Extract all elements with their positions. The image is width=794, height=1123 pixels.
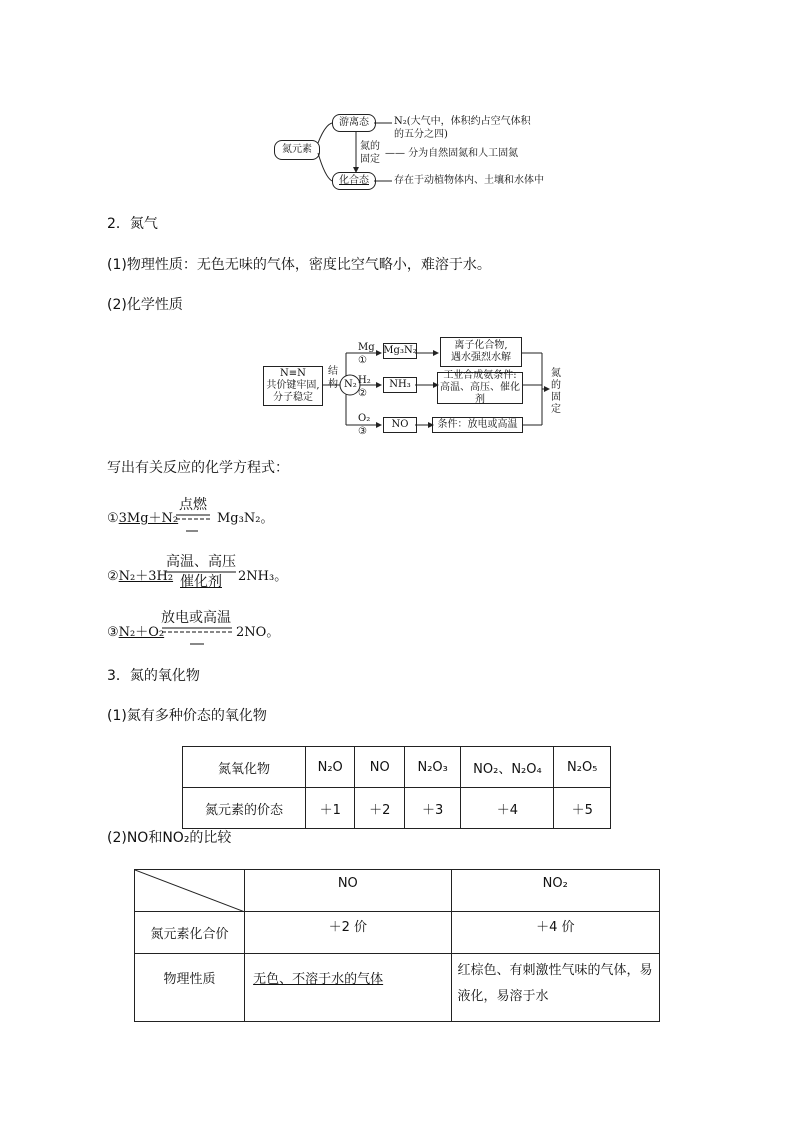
- eq2-condition-bottom-wrap: [165, 573, 237, 591]
- equation-1-right: [217, 507, 273, 526]
- reaction-1-number: ①: [358, 355, 367, 366]
- equations-intro: 写出有关反应的化学方程式：: [107, 460, 289, 476]
- structure-desc-1: 共价键牢固,: [266, 380, 320, 391]
- equation-2-right: [238, 565, 287, 584]
- structure-desc-2: 分子稳定: [273, 392, 313, 403]
- eq3-end: 。: [266, 625, 280, 640]
- eq3-reactants: N₂＋O₂: [118, 625, 165, 640]
- table1-cell: ＋3: [404, 788, 461, 829]
- table1-cell: ＋5: [554, 788, 611, 829]
- mg3n2-label: Mg₃N₂: [383, 345, 417, 356]
- reagent-h2: H₂: [358, 375, 371, 386]
- free-state-label: 游离态: [339, 117, 369, 128]
- nh3-note-box: [437, 372, 523, 404]
- table2-row-valence: [135, 912, 660, 954]
- table1-cell: 氮元素的价态: [183, 788, 306, 829]
- equation-1: [107, 507, 178, 526]
- structure-box: [263, 366, 323, 406]
- eq2-reactants: N₂＋3H₂: [118, 569, 174, 584]
- no-note-box: [432, 417, 523, 433]
- eq3-condition: 放电或高温: [161, 610, 231, 626]
- combined-state-label: 化合态: [339, 175, 369, 186]
- diagonal-line: [135, 870, 245, 912]
- no-physical-text: 无色、不溶于水的气体: [253, 972, 384, 987]
- fixation-label-1: 氮的: [360, 141, 380, 152]
- eq1-condition: 点燃: [179, 497, 207, 513]
- equation-3-right: [236, 621, 279, 640]
- combined-state-desc: 存在于动植物体内、土壤和水体中: [394, 175, 544, 186]
- physical-properties: (1)物理性质：无色无味的气体，密度比空气略小，难溶于水。: [107, 257, 491, 273]
- structure-label-2: 构: [328, 379, 338, 390]
- table1-row-oxides: [183, 747, 611, 788]
- nh3-note-2: 高温、高压、催化剂: [440, 382, 520, 405]
- reaction-3-number: ③: [358, 426, 367, 437]
- reaction-2-number: ②: [358, 388, 367, 399]
- fixation-side-label: 氮的固定: [551, 368, 561, 415]
- nh3-note-1: 工业合成氨条件:: [443, 370, 517, 381]
- reagent-mg: Mg: [358, 342, 375, 353]
- table1-cell: NO: [355, 747, 404, 788]
- eq2-end: 。: [274, 569, 288, 584]
- eq1-reactants: 3Mg＋N₂: [118, 511, 179, 526]
- structure-label-1: 结: [328, 366, 338, 377]
- eq3-product: 2NO: [236, 625, 267, 640]
- equation-2: [107, 565, 173, 584]
- table2-row-label: 物理性质: [135, 954, 245, 1022]
- section-3-sub-1: (1)氮有多种价态的氧化物: [107, 708, 267, 724]
- eq1-end: 。: [260, 511, 274, 526]
- table2-cell: ＋2 价: [245, 912, 451, 954]
- mg3n2-note-1: 离子化合物,: [454, 340, 508, 351]
- eq2-condition-top: 高温、高压: [166, 554, 236, 570]
- fixation-label-2: 固定: [360, 154, 380, 165]
- combined-state-box: [332, 172, 376, 190]
- nh3-box: [383, 377, 417, 393]
- eq3-number: ③: [107, 625, 119, 640]
- no-note: 条件：放电或高温: [437, 419, 518, 430]
- table1-cell: 氮氧化物: [183, 747, 306, 788]
- free-state-desc-2: 的五分之四): [394, 129, 448, 140]
- section-2-heading: 2．氮气: [107, 216, 158, 232]
- eq2-condition-bottom: 催化剂: [180, 574, 222, 590]
- section-3-sub-2: (2)NO和NO₂的比较: [107, 830, 232, 846]
- oxidation-states-table: [182, 746, 611, 829]
- table1-cell: ＋1: [305, 788, 355, 829]
- eq1-product: Mg₃N₂: [217, 511, 261, 526]
- table2-corner-cell: [135, 870, 245, 912]
- fixation-desc: —— 分为自然固氮和人工固氮: [385, 148, 519, 159]
- table1-cell: N₂O₅: [554, 747, 611, 788]
- free-state-desc-1: N₂(大气中，体积约占空气体积: [394, 116, 531, 127]
- equation-3: [107, 621, 164, 640]
- table2-header-no2: NO₂: [451, 870, 659, 912]
- table1-cell: ＋2: [355, 788, 404, 829]
- table2-row-label: 氮元素化合价: [135, 912, 245, 954]
- nitrogen-element-label: 氮元素: [282, 144, 312, 155]
- table1-row-valence: [183, 788, 611, 829]
- table2-header-row: [135, 870, 660, 912]
- n2-center: N₂: [344, 379, 357, 390]
- table2-cell: [245, 954, 451, 1022]
- table1-cell: N₂O₃: [404, 747, 461, 788]
- structure-formula: N≡N: [280, 368, 306, 379]
- no-no2-comparison-table: [134, 869, 660, 1022]
- reagent-o2: O₂: [358, 413, 371, 424]
- no-box: [383, 417, 417, 433]
- table2-cell: [451, 954, 659, 1022]
- table1-cell: NO₂、N₂O₄: [461, 747, 554, 788]
- free-state-box: [332, 114, 376, 132]
- chemical-properties-heading: (2)化学性质: [107, 297, 183, 313]
- no-label: NO: [391, 419, 409, 430]
- nh3-label: NH₃: [389, 379, 411, 390]
- mg3n2-note-2: 遇水强烈水解: [451, 352, 511, 363]
- mg3n2-note-box: [440, 337, 522, 367]
- table2-header-no: NO: [245, 870, 451, 912]
- eq2-product: 2NH₃: [238, 569, 275, 584]
- table1-cell: ＋4: [461, 788, 554, 829]
- mg3n2-box: [383, 343, 417, 359]
- eq1-arrow: [174, 513, 214, 535]
- section-3-heading: 3．氮的氧化物: [107, 668, 200, 684]
- no2-physical-text: 红棕色、有刺激性气味的气体，易液化，易溶于水: [457, 963, 653, 1004]
- eq1-number: ①: [107, 511, 119, 526]
- eq3-arrow: [160, 626, 236, 648]
- eq2-number: ②: [107, 569, 119, 584]
- table2-row-physical: [135, 954, 660, 1022]
- table1-cell: N₂O: [305, 747, 355, 788]
- nitrogen-element-box: [274, 140, 320, 160]
- table2-cell: ＋4 价: [451, 912, 659, 954]
